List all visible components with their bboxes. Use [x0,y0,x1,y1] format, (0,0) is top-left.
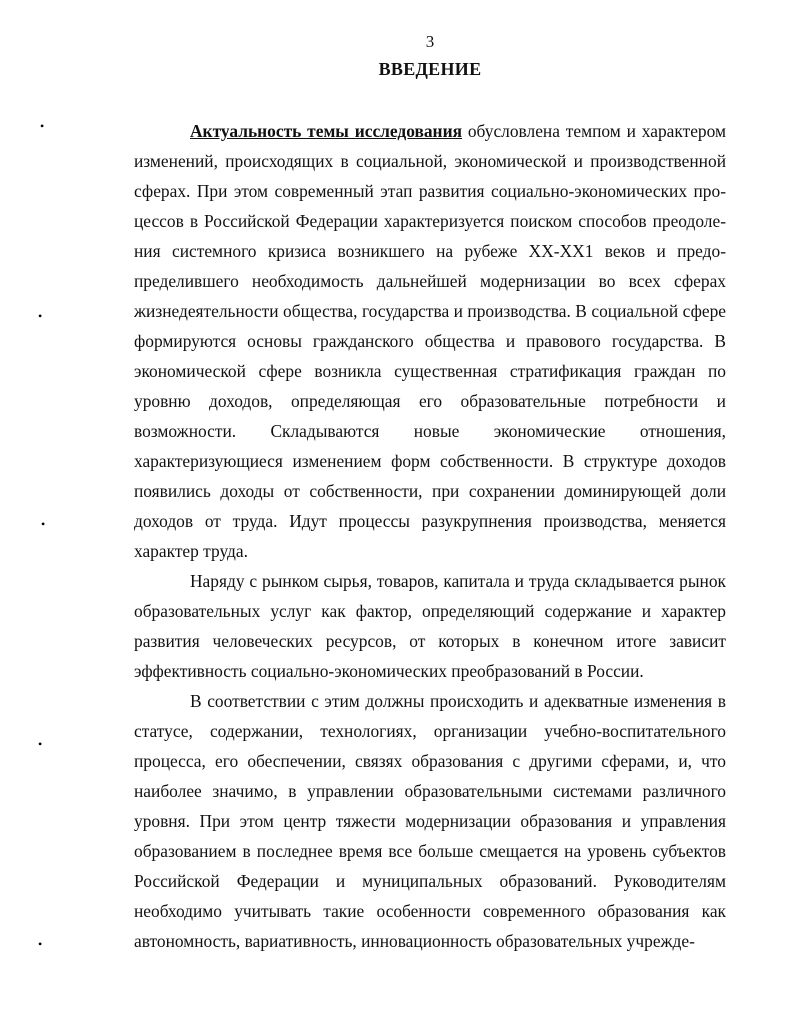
binding-hole-mark: • [41,517,46,531]
paragraph-1 [134,116,726,566]
binding-hole-mark: • [38,737,43,751]
page-number: 3 [425,32,435,51]
binding-hole-mark: • [38,309,43,323]
binding-hole-mark: • [38,937,43,951]
paragraph-2: Наряду с рынком сырья, товаров, капитала и труда складывается рынок образовательных услуг как фактор, определяющий содержание и характер развития человеческих ресурсов, от которых в конечном итоге зависит эффективность социально-экономических преобразований в России. [134,571,726,681]
lead-phrase: Актуальность темы исследования [190,121,463,141]
paragraph-1-text: обусловлена темпом и характером изменений, происходящих в социальной, экономической и производственной сферах. При этом современный этап развития социально-экономических процессов в Российской Федерации характеризуется поиском способов преодоления системного кризиса возникшего на рубеже ХХ-ХХ1 веков и предопределившего необходимость дальнейшей модернизации во всех сферах жизнедеятельности общества, государства и производства. В социальной сфере формируются основы гражданского общества и правового государства. В экономической сфере возникла существенная стратификация граждан по уровню доходов, определяющая его образовательные потребности и возможности. Складываются новые экономические отношения, характеризующиеся изменением форм собственности. В структуре доходов появились доходы от собственности, при сохранении доминирующей доли доходов от труда. Идут процессы разукрупнения производства, меняется характер труда. [134,121,726,561]
paragraph-3: В соответствии с этим должны происходить и адекватные изменения в статусе, содержании, технологиях, организации учебно-воспитательного процесса, его обеспечении, связях образования с другими сферами, и, что наиболее значимо, в управлении образовательными системами различного уровня. При этом центр тяжести модернизации образования и управления образованием в последнее время все больше смещается на уровень субъектов Российской Федерации и муниципальных образований. Руководителям необходимо учитывать такие особенности современного образования как автономность, вариативность, инновационность образовательных учрежде- [134,691,726,951]
page-title: ВВЕДЕНИЕ [378,59,482,79]
binding-hole-mark: • [40,119,45,133]
body-text [134,116,726,956]
